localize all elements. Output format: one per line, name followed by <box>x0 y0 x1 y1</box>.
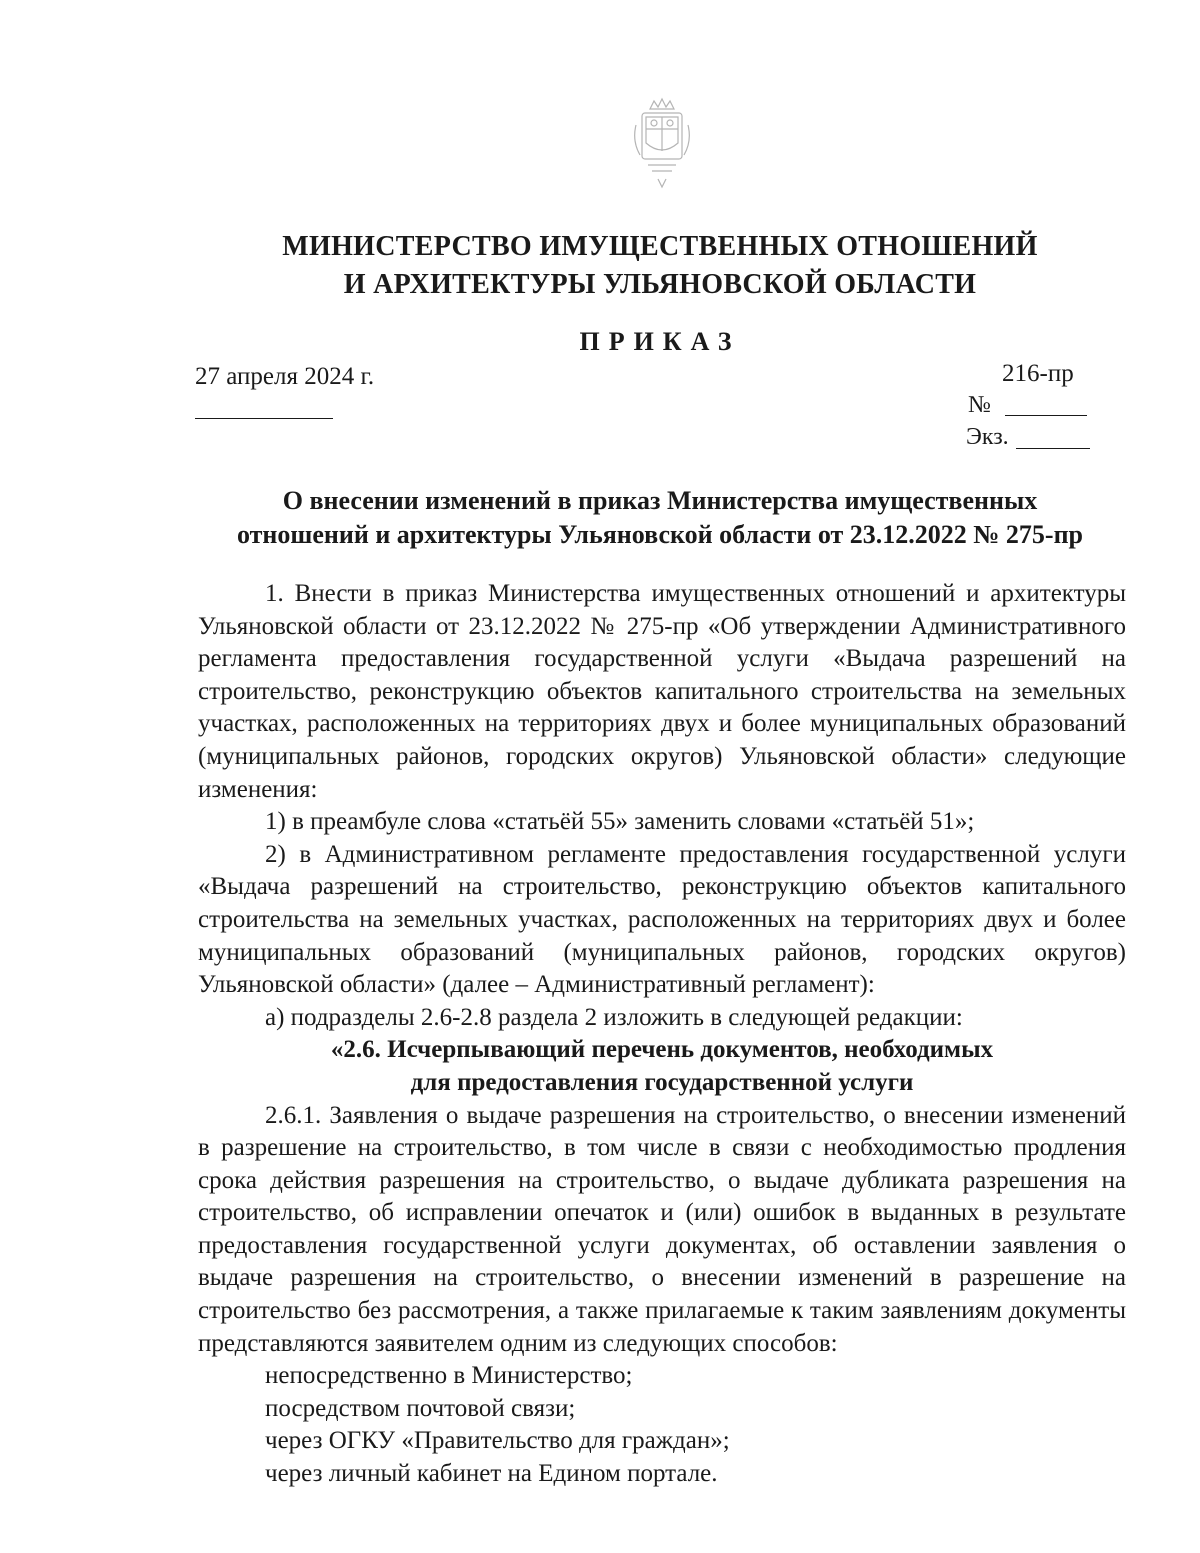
order-body <box>198 578 1126 1491</box>
list-item: через ОГКУ «Правительство для граждан»; <box>265 1427 730 1455</box>
paragraph-2: 1) в преамбуле слова «статьёй 55» заменить словами «статьёй 51»; <box>265 808 975 836</box>
number-underline <box>1005 415 1087 416</box>
copy-label: Экз. <box>966 424 1009 450</box>
paragraph-3: 2) в Административном регламенте предоставления государственной услуги «Выдача разрешений на строительство, реконструкцию объектов капитального строительства на земельных участках, расположенных на территориях двух и более муниципальных образований (муниципальных районов, городских округов) Ульяновской области» (далее – Административный регламент): <box>198 840 1126 999</box>
order-heading: ПРИКАЗ <box>579 327 741 356</box>
ministry-title-line2: И АРХИТЕКТУРЫ УЛЬЯНОВСКОЙ ОБЛАСТИ <box>343 269 977 300</box>
date-underline <box>195 418 333 419</box>
list-item: через личный кабинет на Едином портале. <box>265 1460 718 1488</box>
order-number: 216-пр <box>1002 360 1074 387</box>
paragraph-1: 1. Внести в приказ Министерства имущественных отношений и архитектуры Ульяновской области от 23.12.2022 № 275-пр «Об утверждении Административного регламента предоставления государственной услуги «Выдача разрешений на строительство, реконструкцию объектов капитального строительства на земельных участках, расположенных на территориях двух и более муниципальных образований (муниципальных районов, городских округов) Ульяновской области» следующие изменения: <box>198 580 1126 803</box>
number-label: № <box>968 392 991 418</box>
order-date: 27 апреля 2024 г. <box>195 363 375 390</box>
paragraph-4: а) подразделы 2.6-2.8 раздела 2 изложить в следующей редакции: <box>265 1003 963 1031</box>
order-subject-line1: О внесении изменений в приказ Министерства имущественных <box>282 486 1038 515</box>
order-subject <box>170 484 1150 552</box>
list-item: посредством почтовой связи; <box>265 1394 576 1422</box>
ministry-title-line1: МИНИСТЕРСТВО ИМУЩЕСТВЕННЫХ ОТНОШЕНИЙ <box>282 231 1038 262</box>
list-item: непосредственно в Министерство; <box>265 1362 633 1390</box>
paragraph-5: 2.6.1. Заявления о выдаче разрешения на строительство, о внесении изменений в разрешение на строительство, в том числе в связи с необходимостью продления срока действия разрешения на строительство, о выдаче дубликата разрешения на строительство, об исправлении опечаток и (или) ошибок в выданных в результате предоставления государственной услуги документах, об оставлении заявления о выдаче разрешения на строительство, о внесении изменений в разрешение на строительство без рассмотрения, а также прилагаемые к таким заявлениям документы представляются заявителем одним из следующих способов: <box>198 1101 1126 1357</box>
coat-of-arms-icon <box>628 95 696 191</box>
section-heading-line2: для предоставления государственной услуги <box>410 1068 914 1096</box>
copy-underline <box>1016 448 1090 449</box>
section-heading-line1: «2.6. Исчерпывающий перечень документов, необходимых <box>330 1036 994 1064</box>
ministry-title <box>180 228 1140 304</box>
order-subject-line2: отношений и архитектуры Ульяновской области от 23.12.2022 № 275-пр <box>236 520 1084 549</box>
